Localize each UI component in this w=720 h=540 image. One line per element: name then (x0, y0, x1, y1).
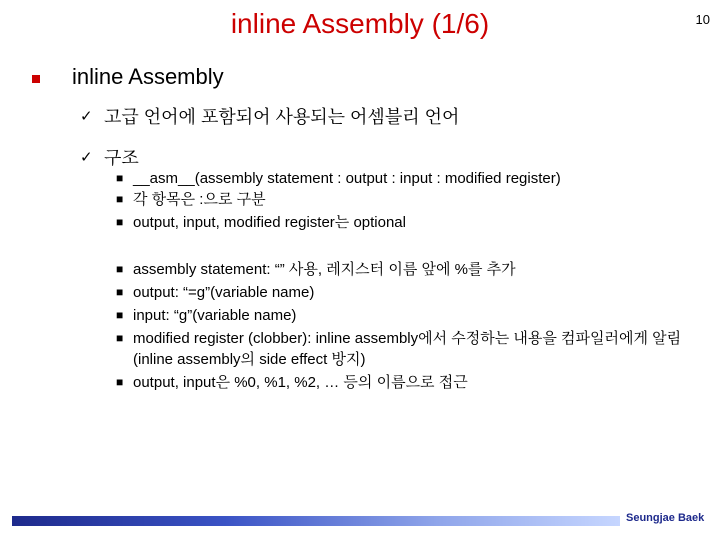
square-bullet-icon: ■ (116, 215, 124, 229)
level1-heading: inline Assembly (72, 64, 224, 89)
level3-text: __asm__(assembly statement : output : input : modified register) (133, 170, 561, 187)
square-bullet-icon: ■ (116, 285, 124, 299)
slide-title: inline Assembly (1/6) (230, 8, 490, 39)
square-bullet-icon: ■ (116, 331, 124, 345)
checkmark-icon: ✓ (80, 108, 93, 125)
square-bullet-icon: ■ (116, 192, 124, 206)
square-bullet-icon: ■ (116, 171, 124, 185)
footer-bar (12, 516, 620, 526)
level3-text: output, input, modified register는 optional (133, 214, 406, 231)
level2-item: 고급 언어에 포함되어 사용되는 어셈블리 언어 (104, 107, 460, 127)
square-bullet-icon: ■ (116, 262, 124, 276)
square-bullet-icon: ■ (116, 308, 124, 322)
level3-text: modified register (clobber): inline assembly에서 수정하는 내용을 컴파일러에게 알림 (inline assembly의 side effect 방지) (133, 330, 682, 368)
page-number: 10 (695, 12, 710, 27)
checkmark-icon: ✓ (80, 149, 93, 166)
level3-text: assembly statement: “” 사용, 레지스터 이름 앞에 %를 추가 (133, 261, 516, 278)
level2-item: 구조 (104, 148, 139, 168)
level3-text: 각 항목은 :으로 구분 (133, 191, 266, 208)
level3-text: output: “=g”(variable name) (133, 284, 315, 301)
square-bullet-icon (32, 75, 40, 83)
level3-text: input: “g”(variable name) (133, 307, 297, 324)
square-bullet-icon: ■ (116, 375, 124, 389)
footer-author: Seungjae Baek (626, 512, 705, 524)
level3-text: output, input은 %0, %1, %2, … 등의 이름으로 접근 (133, 374, 468, 391)
